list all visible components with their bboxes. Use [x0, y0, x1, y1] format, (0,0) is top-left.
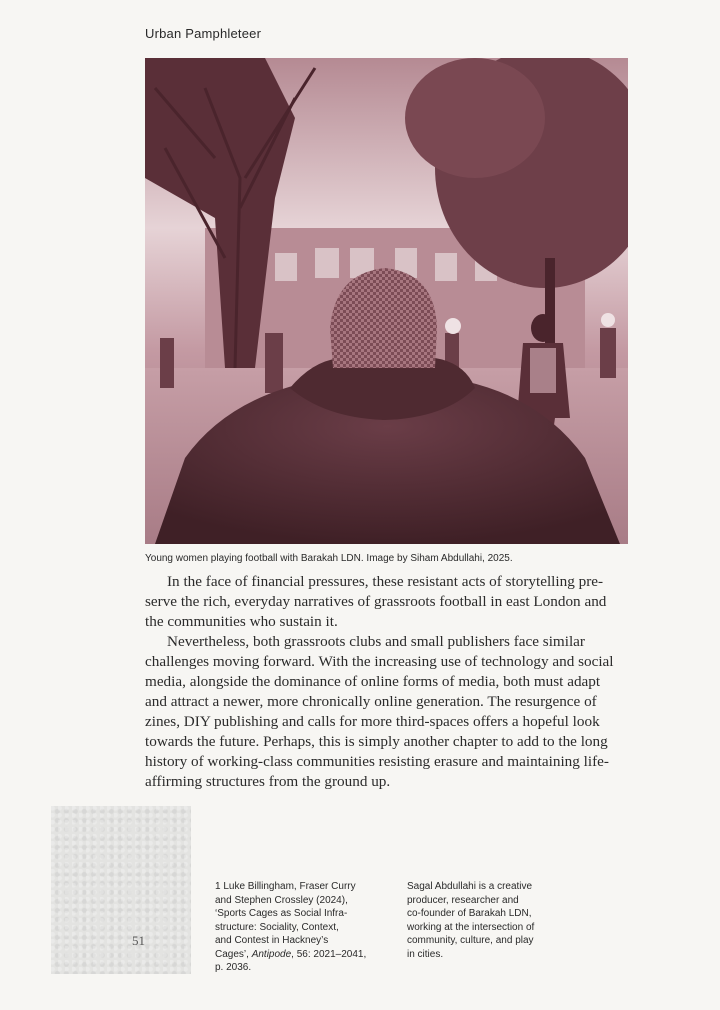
text-line: media, alongside the dominance of online forms of media, both must adapt: [145, 673, 601, 690]
footnote-line: [215, 948, 390, 962]
bio-line: co-founder of Barakah LDN,: [407, 908, 532, 919]
footnote-line: p. 2036.: [215, 962, 252, 973]
grey-texture-block: [51, 806, 191, 974]
text-line: towards the future. Perhaps, this is simply another chapter to add to the long: [145, 733, 608, 750]
bio-line: working at the intersection of: [407, 921, 535, 933]
text-line: the communities who sustain it.: [145, 613, 338, 630]
text-line: serve the rich, everyday narratives of grassroots football in east London and: [145, 593, 607, 610]
running-head: Urban Pamphleteer: [145, 26, 262, 41]
footnote-line: and Contest in Hackney’s: [215, 935, 329, 946]
paragraph: [145, 632, 665, 792]
footnote-line: 1 Luke Billingham, Fraser Curry: [215, 881, 356, 892]
paragraph: [145, 572, 665, 632]
text-line: challenges moving forward. With the increasing use of technology and social: [145, 653, 614, 670]
text-line: Nevertheless, both grassroots clubs and small publishers face similar: [167, 633, 585, 650]
text-line: In the face of financial pressures, these resistant acts of storytelling pre-: [167, 573, 604, 590]
body-text: [145, 572, 665, 792]
text-line: affirming structures from the ground up.: [145, 773, 391, 790]
figure-caption: Young women playing football with Barakah LDN. Image by Siham Abdullahi, 2025.: [145, 553, 513, 564]
footnote-line: structure: Sociality, Context,: [215, 921, 339, 933]
footnote: [215, 880, 390, 975]
bio-line: producer, researcher and: [407, 894, 519, 906]
footnote-line: ‘Sports Cages as Social Infra-: [215, 908, 348, 919]
journal-title: Antipode: [251, 948, 292, 960]
text-line: zines, DIY publishing and calls for more third-spaces offers a hopeful look: [145, 713, 600, 730]
bio-line: community, culture, and play: [407, 935, 534, 946]
footnote-line: and Stephen Crossley (2024),: [215, 894, 348, 906]
page-number: 51: [132, 933, 145, 948]
bio-line: in cities.: [407, 948, 444, 960]
photo-football-players: [145, 58, 628, 544]
bio-line: Sagal Abdullahi is a creative: [407, 881, 533, 892]
text-line: and attract a newer, more chronically online generation. The resurgence of: [145, 693, 597, 710]
author-bio: [407, 880, 577, 961]
footnote-text: Cages’,: [215, 948, 252, 960]
text-line: history of working-class communities resisting erasure and maintaining life-: [145, 753, 609, 770]
footnote-text: , 56: 2021–2041,: [291, 948, 367, 960]
